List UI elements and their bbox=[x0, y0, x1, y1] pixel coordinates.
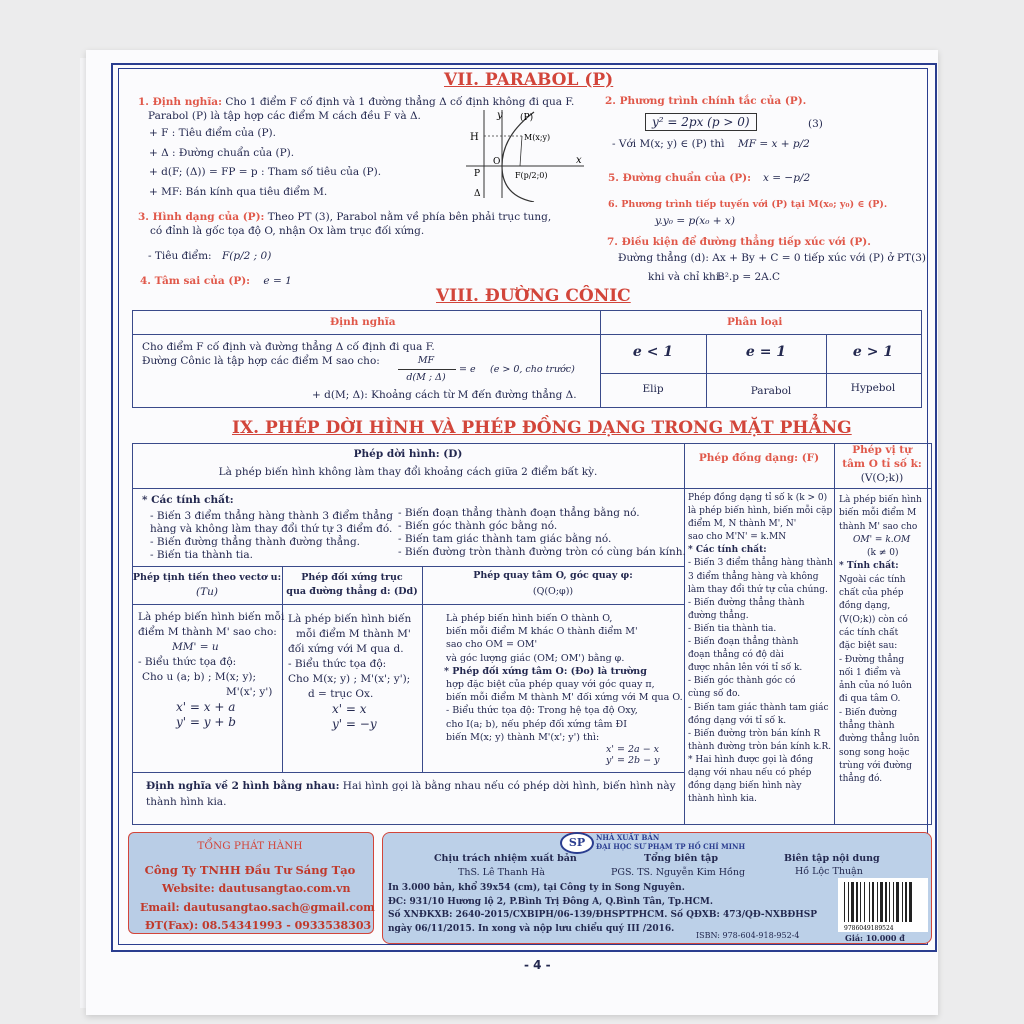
conic-def-2: Đường Cônic là tập hợp các điểm M sao cho: bbox=[142, 355, 380, 367]
parabola-graph bbox=[462, 106, 592, 202]
homothety-heading-1: Phép vị tự bbox=[852, 444, 912, 456]
rotation-line-2: biến mỗi điểm M khác O thành điểm M' bbox=[446, 626, 638, 638]
similarity-line-18: đồng dạng với tỉ số k. bbox=[688, 715, 787, 726]
rotation-line-1: Là phép biến hình biến O thành O, bbox=[446, 613, 613, 624]
similarity-line-10: đường thẳng. bbox=[688, 610, 749, 621]
homothety-line-4: OM' = k.OM bbox=[853, 534, 911, 545]
definition-text-1: Cho 1 điểm F cố định và 1 đường thẳng Δ cố định không đi qua F. bbox=[225, 96, 575, 108]
focus-note: + F : Tiêu điểm của (P). bbox=[149, 127, 276, 139]
condition-heading: 7. Điều kiện để đường thẳng tiếp xúc với (P). bbox=[607, 236, 871, 248]
conic-frac-eq: = e bbox=[459, 364, 476, 375]
similarity-line-24: thành hình kia. bbox=[688, 794, 757, 805]
homothety-line-2: biến mỗi điểm M bbox=[839, 508, 917, 519]
homothety-line-7: Ngoài các tính bbox=[839, 574, 906, 585]
equal-figures-text-1: Hai hình gọi là bằng nhau nếu có phép dời hình, biến hình này bbox=[342, 780, 676, 792]
publisher-name-1: NHÀ XUẤT BẢN bbox=[596, 833, 660, 842]
property-right-4: - Biến đường tròn thành đường tròn có cùng bán kính. bbox=[398, 546, 686, 558]
similarity-line-17: - Biến tam giác thành tam giác bbox=[688, 702, 829, 713]
reflection-line-6: d = trục Ox. bbox=[308, 688, 374, 700]
barcode-bar bbox=[860, 882, 861, 922]
barcode-bar bbox=[885, 882, 887, 922]
conic-col-classification: Phân loại bbox=[727, 316, 783, 328]
section-transform-title: IX. PHÉP DỜI HÌNH VÀ PHÉP ĐỒNG DẠNG TRONG MẶT PHẲNG bbox=[232, 418, 852, 438]
eccentricity bbox=[140, 275, 292, 287]
translation-line-2: điểm M thành M' sao cho: bbox=[138, 626, 277, 638]
barcode-bar bbox=[893, 882, 894, 922]
similarity-line-8: làm thay đổi thứ tự của chúng. bbox=[688, 584, 828, 595]
distributor-company: Công Ty TNHH Đầu Tư Sáng Tạo bbox=[144, 863, 356, 877]
canonical-formula: y² = 2px (p > 0) bbox=[645, 113, 757, 131]
point-m-label: M(x;y) bbox=[524, 133, 551, 142]
reflection-line-4: - Biểu thức tọa độ: bbox=[288, 658, 387, 670]
reflection-heading-2: qua đường thẳng d: (Dd) bbox=[286, 586, 418, 597]
price: Giá: 10.000 đ bbox=[845, 933, 905, 943]
barcode-bar bbox=[905, 882, 907, 922]
case-hypebol-cond: e > 1 bbox=[852, 344, 894, 360]
property-right-1: - Biến đoạn thẳng thành đoạn thẳng bằng nó. bbox=[398, 507, 640, 519]
content-editor-name: Hồ Lộc Thuận bbox=[795, 866, 863, 877]
barcode-bar bbox=[877, 882, 878, 922]
properties-left bbox=[150, 510, 393, 562]
editor-heading: Tổng biên tập bbox=[644, 853, 718, 864]
reflection-line-1: Là phép biến hình biến bbox=[288, 613, 412, 625]
condition-formula: B².p = 2A.C bbox=[717, 271, 781, 283]
rotation-heading: Phép quay tâm O, góc quay φ: bbox=[473, 570, 633, 581]
homothety-line-15: ảnh của nó luôn bbox=[839, 681, 912, 692]
homothety-body bbox=[839, 494, 922, 787]
homothety-line-18: thẳng thành bbox=[839, 721, 895, 732]
homothety-line-14: nối 1 điểm và bbox=[839, 667, 901, 678]
similarity-line-7: 3 điểm thẳng hàng và không bbox=[688, 571, 819, 582]
translation-line-3: MM' = u bbox=[172, 641, 219, 653]
distributor-website: Website: dautusangtao.com.vn bbox=[162, 882, 351, 895]
similarity-line-23: đồng dạng biến hình này bbox=[688, 781, 802, 792]
similarity-line-21: * Hai hình được gọi là đồng bbox=[688, 754, 814, 765]
homothety-line-17: - Biến đường bbox=[839, 707, 898, 718]
conic-def-3: + d(M; Δ): Khoảng cách từ M đến đường thẳng Δ. bbox=[312, 389, 577, 401]
property-left-4: - Biến tia thành tia. bbox=[150, 549, 253, 561]
conic-def-1: Cho điểm F cố định và đường thẳng Δ cố định đi qua F. bbox=[142, 341, 435, 353]
shape-text-1: Theo PT (3), Parabol nằm về phía bên phải trục tung, bbox=[267, 211, 552, 223]
y-axis-label: y bbox=[497, 110, 503, 121]
condition-text-2: khi và chỉ khi: bbox=[648, 271, 723, 283]
translation-line-8: y' = y + b bbox=[176, 715, 236, 729]
parameter-note: + d(F; (Δ)) = FP = p : Tham số tiêu của (P). bbox=[149, 166, 382, 178]
similarity-line-6: - Biến 3 điểm thẳng hàng thành bbox=[688, 558, 833, 569]
barcode-bar bbox=[869, 882, 870, 922]
isbn: ISBN: 978-604-918-952-4 bbox=[696, 931, 800, 940]
case-elip-name: Elip bbox=[642, 383, 664, 395]
barcode-bar bbox=[909, 882, 912, 922]
similarity-line-19: - Biến đường tròn bán kính R bbox=[688, 728, 821, 739]
rotation-line-12: y' = 2b − y bbox=[606, 755, 660, 767]
similarity-body bbox=[688, 492, 833, 806]
parabol-shape bbox=[138, 210, 551, 238]
case-elip-cond: e < 1 bbox=[632, 344, 674, 360]
definition-text-2: Parabol (P) là tập hợp các điểm M cách đều F và Δ. bbox=[148, 110, 421, 122]
shape-text-2: có đỉnh là gốc tọa độ O, nhận Ox làm trục đối xứng. bbox=[150, 225, 425, 237]
similarity-line-20: thành đường tròn bán kính k.R. bbox=[688, 741, 832, 752]
isometry-definition: Là phép biến hình không làm thay đổi khoảng cách giữa 2 điểm bất kỳ. bbox=[218, 466, 598, 478]
section-parabol-title: VII. PARABOL (P) bbox=[444, 70, 614, 90]
conic-frac-note: (e > 0, cho trước) bbox=[490, 364, 575, 375]
distributor-email: Email: dautusangtao.sach@gmail.com bbox=[140, 901, 375, 914]
similarity-line-15: - Biến góc thành góc có bbox=[688, 676, 796, 687]
conic-frac-den: d(M ; Δ) bbox=[406, 372, 446, 383]
distributor-heading: TỔNG PHÁT HÀNH bbox=[197, 840, 303, 852]
similarity-line-11: - Biến tia thành tia. bbox=[688, 623, 777, 634]
barcode-bar bbox=[864, 882, 865, 922]
translation-heading: Phép tịnh tiến theo vectơ u: bbox=[132, 572, 282, 583]
reflection-body bbox=[288, 612, 411, 732]
barcode-bar bbox=[872, 882, 874, 922]
barcode-bar bbox=[880, 882, 883, 922]
rotation-line-8: - Biểu thức tọa độ: Trong hệ tọa độ Oxy, bbox=[446, 705, 638, 717]
tangent-formula: y.y₀ = p(x₀ + x) bbox=[655, 215, 735, 227]
homothety-line-6: * Tính chất: bbox=[839, 561, 899, 572]
print-info bbox=[388, 882, 817, 936]
print-line-1: In 3.000 bản, khổ 39x54 (cm), tại Công ty in Song Nguyên. bbox=[388, 883, 685, 893]
homothety-line-13: - Đường thẳng bbox=[839, 654, 905, 665]
section-conic-title: VIII. ĐƯỜNG CÔNIC bbox=[436, 286, 631, 306]
canonical-number: (3) bbox=[808, 118, 823, 130]
publisher-logo: SP bbox=[560, 832, 594, 854]
property-right-2: - Biến góc thành góc bằng nó. bbox=[398, 520, 558, 532]
condition-text-1: Đường thẳng (d): Ax + By + C = 0 tiếp xúc với (P) ở PT(3) bbox=[618, 252, 927, 264]
x-axis-label: x bbox=[576, 155, 582, 166]
translation-line-5: Cho u (a; b) ; M(x; y); bbox=[142, 671, 257, 683]
rotation-line-10: biến M(x; y) thành M'(x'; y') thì: bbox=[446, 731, 600, 743]
rotation-line-5: * Phép đối xứng tâm O: (Đo) là trường bbox=[444, 665, 647, 677]
barcode-bar bbox=[848, 882, 849, 922]
homothety-line-19: đường thẳng luôn bbox=[839, 734, 920, 745]
rotation-line-6: hợp đặc biệt của phép quay với góc quay π, bbox=[446, 679, 655, 691]
canonical-with: - Với M(x; y) ∈ (P) thì bbox=[612, 138, 725, 150]
similarity-heading: Phép đồng dạng: (F) bbox=[698, 452, 820, 464]
directrix-formula: x = −p/2 bbox=[763, 172, 811, 184]
similarity-line-13: đoạn thẳng có độ dài bbox=[688, 650, 784, 661]
translation-symbol: (Tu) bbox=[196, 586, 218, 598]
similarity-line-3: điểm M, N thành M', N' bbox=[688, 519, 797, 530]
equal-figures-def bbox=[146, 780, 676, 792]
barcode-digits: 9786049189524 bbox=[844, 925, 894, 932]
homothety-line-3: thành M' sao cho bbox=[839, 521, 918, 532]
print-line-4: ngày 06/11/2015. In xong và nộp lưu chiểu quý III /2016. bbox=[388, 923, 675, 934]
reflection-line-3: đối xứng với M qua d. bbox=[288, 643, 404, 655]
rotation-line-11: x' = 2a − x bbox=[606, 744, 660, 756]
barcode-bar bbox=[902, 882, 903, 922]
reflection-heading-1: Phép đối xứng trục bbox=[301, 572, 403, 583]
barcode-bar bbox=[856, 882, 858, 922]
homothety-line-9: đồng dạng, bbox=[839, 601, 891, 612]
point-p-label: P bbox=[474, 169, 481, 179]
reflection-line-5: Cho M(x; y) ; M'(x'; y'); bbox=[288, 673, 411, 685]
translation-line-7: x' = x + a bbox=[176, 700, 236, 714]
similarity-line-16: cùng số đo. bbox=[688, 689, 741, 700]
homothety-line-20: song song hoặc bbox=[839, 747, 910, 758]
equal-figures-text-2: thành hình kia. bbox=[146, 796, 227, 808]
similarity-line-9: - Biến đường thẳng thành bbox=[688, 597, 805, 608]
homothety-heading-2: tâm O tỉ số k: bbox=[842, 458, 922, 470]
point-h-label: H bbox=[470, 132, 479, 143]
rotation-line-3: sao cho OM = OM' bbox=[446, 639, 538, 651]
focus-point-label: F(p/2;0) bbox=[515, 171, 548, 180]
rotation-body bbox=[446, 612, 683, 766]
definition-heading: 1. Định nghĩa: bbox=[138, 96, 222, 108]
focus-label: - Tiêu điểm: bbox=[148, 250, 212, 262]
radius-note: + MF: Bán kính qua tiêu điểm M. bbox=[149, 186, 328, 198]
homothety-heading-3: (V(O;k)) bbox=[860, 472, 904, 484]
isometry-heading: Phép dời hình: (D) bbox=[353, 448, 463, 460]
page-number: - 4 - bbox=[524, 958, 551, 972]
homothety-line-21: trùng với đường bbox=[839, 760, 912, 771]
case-hypebol-name: Hypebol bbox=[850, 382, 896, 394]
shape-heading: 3. Hình dạng của (P): bbox=[138, 211, 265, 223]
responsible-name: ThS. Lê Thanh Hà bbox=[458, 867, 545, 878]
similarity-line-2: là phép biến hình, biến mỗi cặp bbox=[688, 506, 833, 517]
homothety-line-10: (V(O;k)) còn có bbox=[839, 614, 908, 625]
property-left-2: hàng và không làm thay đổi thứ tự 3 điểm đó. bbox=[150, 523, 393, 535]
canonical-mf: MF = x + p/2 bbox=[738, 138, 810, 150]
barcode-bar bbox=[896, 882, 899, 922]
properties-heading: * Các tính chất: bbox=[142, 494, 234, 506]
property-left-1: - Biến 3 điểm thẳng hàng thành 3 điểm thẳng bbox=[150, 510, 393, 522]
reflection-line-7: x' = x bbox=[332, 702, 367, 716]
properties-right bbox=[398, 507, 686, 559]
similarity-line-1: Phép đồng dạng tỉ số k (k > 0) bbox=[688, 493, 828, 503]
case-parabol-cond: e = 1 bbox=[745, 344, 787, 360]
content-editor-heading: Biên tập nội dung bbox=[784, 853, 880, 864]
homothety-line-11: các tính chất bbox=[839, 627, 899, 638]
eccentricity-heading: 4. Tâm sai của (P): bbox=[140, 275, 251, 287]
homothety-line-22: thẳng đó. bbox=[839, 774, 883, 785]
translation-line-4: - Biểu thức tọa độ: bbox=[138, 656, 237, 668]
homothety-line-8: chất của phép bbox=[839, 588, 904, 599]
eccentricity-formula: e = 1 bbox=[263, 275, 292, 287]
homothety-line-12: đặc biệt sau: bbox=[839, 641, 898, 652]
editor-name: PGS. TS. Nguyễn Kim Hồng bbox=[611, 867, 746, 878]
case-parabol-name: Parabol bbox=[750, 385, 792, 397]
property-right-3: - Biến tam giác thành tam giác bằng nó. bbox=[398, 533, 612, 545]
publisher-name-2: ĐẠI HỌC SƯ PHẠM TP HỒ CHÍ MINH bbox=[596, 842, 746, 851]
focus-formula: F(p/2 ; 0) bbox=[222, 250, 272, 262]
focal-radius bbox=[520, 136, 522, 166]
homothety-line-1: Là phép biến hình bbox=[839, 495, 922, 505]
canonical-heading: 2. Phương trình chính tắc của (P). bbox=[605, 95, 807, 107]
responsible-heading: Chịu trách nhiệm xuất bản bbox=[434, 853, 577, 864]
translation-body bbox=[138, 610, 284, 730]
print-line-2: ĐC: 931/10 Hương lộ 2, P.Bình Trị Đông A, Q.Bình Tân, Tp.HCM. bbox=[388, 896, 713, 907]
rotation-line-7: biến mỗi điểm M thành M' đối xứng với M qua O. bbox=[446, 692, 683, 704]
barcode-bar bbox=[844, 882, 845, 922]
similarity-line-14: được nhân lên với tỉ số k. bbox=[688, 663, 803, 674]
distributor-phone: ĐT(Fax): 08.54341993 - 0933538303 bbox=[145, 919, 372, 932]
rotation-line-4: và góc lượng giác (OM; OM') bằng φ. bbox=[446, 652, 625, 664]
barcode-bar bbox=[889, 882, 890, 922]
print-line-3: Số XNĐKXB: 2640-2015/CXBIPH/06-139/ĐHSPTPHCM. Số QĐXB: 473/QĐ-NXBĐHSP bbox=[388, 910, 818, 920]
barcode-bar bbox=[851, 882, 854, 922]
similarity-line-12: - Biến đoạn thẳng thành bbox=[688, 637, 799, 648]
conic-frac-num: MF bbox=[417, 355, 435, 366]
reflection-line-8: y' = −y bbox=[332, 717, 377, 731]
rotation-line-9: cho I(a; b), nếu phép đối xứng tâm ĐI bbox=[446, 718, 627, 730]
translation-line-6: M'(x'; y') bbox=[226, 686, 273, 698]
homothety-line-5: (k ≠ 0) bbox=[867, 548, 899, 559]
parabola-label: (P) bbox=[520, 113, 534, 123]
origin-label: O bbox=[493, 157, 501, 167]
reflection-line-2: mỗi điểm M thành M' bbox=[296, 628, 411, 640]
similarity-line-5: * Các tính chất: bbox=[688, 545, 767, 556]
directrix-note: + Δ : Đường chuẩn của (P). bbox=[149, 147, 295, 159]
barcode bbox=[838, 878, 928, 932]
parabola-curve bbox=[502, 112, 534, 202]
equal-figures-heading: Định nghĩa về 2 hình bằng nhau: bbox=[146, 780, 340, 792]
tangent-heading: 6. Phương trình tiếp tuyến với (P) tại M(x₀; y₀) ∈ (P). bbox=[608, 199, 888, 210]
similarity-line-4: sao cho M'N' = k.MN bbox=[688, 532, 787, 543]
delta-label: Δ bbox=[474, 189, 481, 199]
rotation-symbol: (Q(O;φ)) bbox=[532, 586, 574, 597]
homothety-line-16: đi qua tâm O. bbox=[839, 694, 901, 705]
directrix-heading: 5. Đường chuẩn của (P): bbox=[608, 172, 752, 184]
translation-line-1: Là phép biến hình biến mỗi bbox=[138, 611, 285, 623]
property-left-3: - Biến đường thẳng thành đường thẳng. bbox=[150, 536, 361, 548]
conic-col-definition: Định nghĩa bbox=[330, 316, 396, 328]
similarity-line-22: dạng với nhau nếu có phép bbox=[688, 767, 812, 778]
